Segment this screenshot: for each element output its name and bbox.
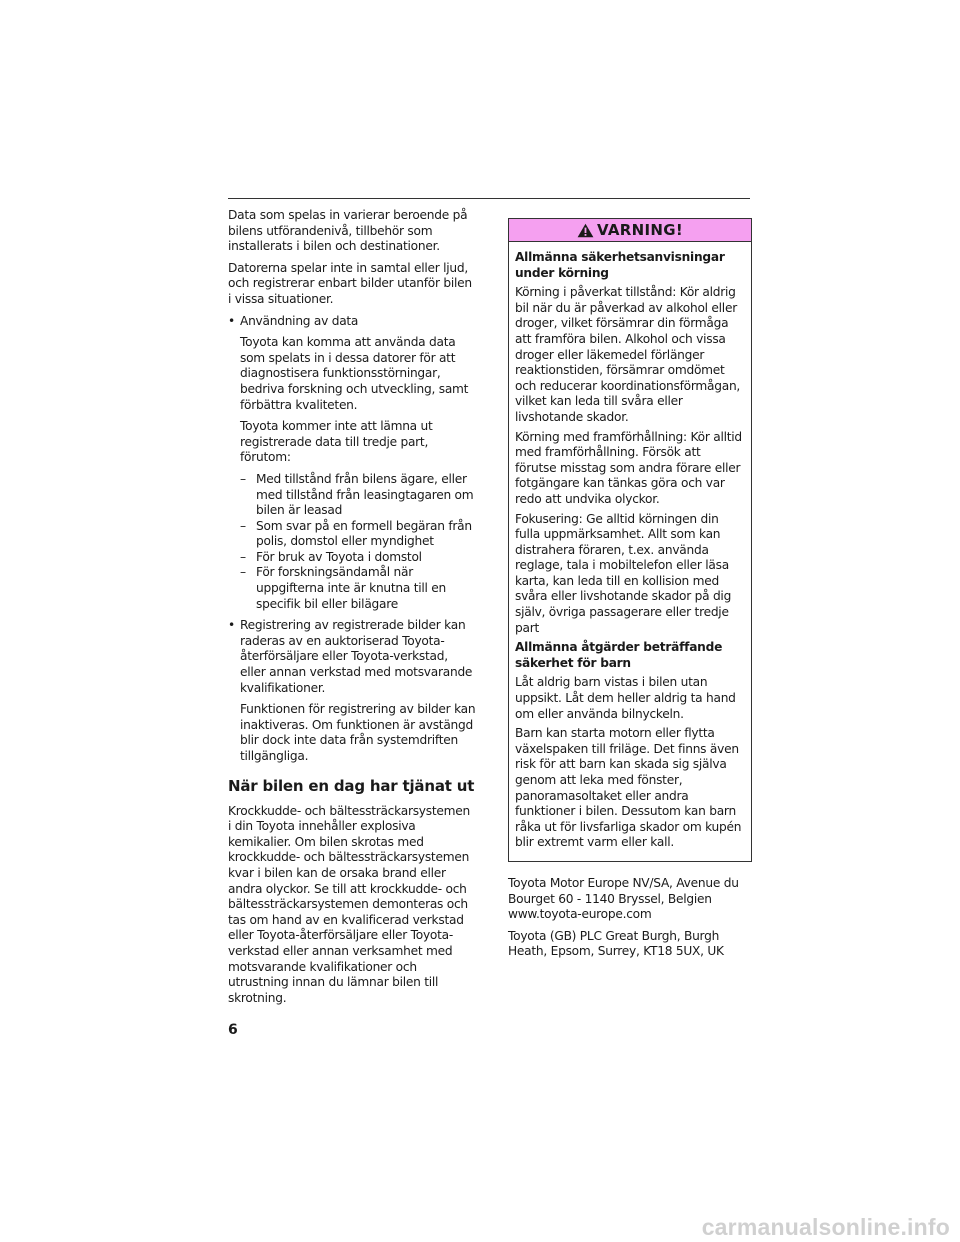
warning-paragraph-unattended: Låt aldrig barn vistas i bilen utan uppsikt. Låt dem heller aldrig ta hand om eller använda bilnyckeln.	[515, 675, 736, 721]
address-toyota-europe: Toyota Motor Europe NV/SA, Avenue du Bourget 60 - 1140 Bryssel, Belgien www.toyota-europe.com	[508, 875, 739, 922]
page-number: 6	[228, 1022, 238, 1038]
paragraph-airbag-disposal: Krockkudde- och bältessträckarsystemen i din Toyota innehåller explosiva kemikalier. Om bilen skrotas med krockkudde- och bältessträckarsystemen kvar i bilen kan de orsaka brand eller andra olyckor. Se till att krockkudde- och bältessträckarsystemen demonteras och tas om hand av en kvalificerad verkstad eller Toyota-återförsäljare eller Toyota-verkstad eller annan verksamhet med motsvarande kvalifikationer och utrustning innan du lämnar bilen till skrotning.	[228, 803, 470, 1005]
warning-paragraph-defensive: Körning med framförhållning: Kör alltid med framförhållning. Försök att förutse misstag som andra förare eller fotgängare kan tänkas göra och var redo att undvika olyckor.	[515, 429, 742, 506]
left-column	[228, 208, 476, 1012]
warning-paragraph-child-risk: Barn kan starta motorn eller flytta växelspaken till friläge. Det finns även risk för att barn kan skada sig själva genom att leka med fönster, panoramasoltaket eller andra funktioner i bilen. Dessutom kan barn råka ut för livsfarliga skador om kupén blir extremt varm eller kall.	[515, 726, 742, 850]
paragraph-image-function: Funktionen för registrering av bilder kan inaktiveras. Om funktionen är avstängd blir dock inte data från systemdriften tillgängliga.	[240, 702, 476, 763]
list-item: – För forskningsändamål när uppgifterna inte är knutna till en specifik bil eller bilägare	[240, 565, 447, 611]
address-toyota-gb: Toyota (GB) PLC Great Burgh, Burgh Heath, Epsom, Surrey, KT18 5UX, UK	[508, 928, 724, 959]
right-column	[508, 218, 752, 966]
paragraph-toyota-usage: Toyota kan komma att använda data som spelats in i dessa datorer för att diagnostisera funktionsstörningar, bedriva forskning och utveckling, samt förbättra kvaliteten.	[240, 335, 469, 412]
top-rule	[228, 198, 750, 199]
warning-subheading-driving: Allmänna säkerhetsanvisningar under körning	[515, 250, 725, 280]
exceptions-list	[228, 472, 476, 612]
list-item: – Som svar på en formell begäran från polis, domstol eller myndighet	[240, 518, 472, 549]
warning-triangle-icon	[577, 223, 594, 238]
bullet-dot: •	[228, 618, 235, 633]
list-item: – Med tillstånd från bilens ägare, eller med tillstånd från leasingtagaren om bilen är leasad	[240, 471, 474, 518]
warning-subheading-children: Allmänna åtgärder beträffande säkerhet för barn	[515, 640, 723, 670]
list-item: – För bruk av Toyota i domstol	[240, 549, 422, 564]
warning-title: VARNING!	[597, 221, 683, 239]
bullet-data-usage	[228, 314, 476, 330]
warning-body	[509, 242, 751, 861]
bullet-image-registration-label: Registrering av registrerade bilder kan raderas av en auktoriserad Toyota-återförsäljare eller Toyota-verkstad, eller annan verkstad med motsvarande kvalifikationer.	[240, 618, 473, 695]
paragraph-data-variation: Data som spelas in varierar beroende på bilens utförandenivå, tillbehör som installerats i bilen och destinationer.	[228, 208, 468, 254]
warning-header	[509, 219, 751, 242]
bullet-data-usage-label: Användning av data	[240, 313, 359, 328]
bullet-dot: •	[228, 313, 235, 328]
paragraph-third-party: Toyota kommer inte att lämna ut registrerade data till tredje part, förutom:	[240, 419, 433, 465]
paragraph-recording-scope: Datorerna spelar inte in samtal eller ljud, och registrerar enbart bilder utanför bilen i vissa situationer.	[228, 260, 472, 306]
warning-paragraph-focus: Fokusering: Ge alltid körningen din fulla uppmärksamhet. Allt som kan distrahera föraren, t.ex. använda reglage, tala i mobiltelefon eller läsa karta, kan leda till en kollision med svåra eller livshotande skador på dig själv, övriga passagerare eller tredje part	[515, 511, 732, 635]
warning-box	[508, 218, 752, 862]
section-heading: När bilen en dag har tjänat ut	[228, 776, 475, 795]
watermark: carmanualsonline.info	[701, 1214, 950, 1240]
warning-paragraph-impaired: Körning i påverkat tillstånd: Kör aldrig bil när du är påverkad av alkohol eller droger, vilket försämrar din förmåga att framföra bilen. Alkohol och vissa droger eller läkemedel förlänger reaktionstiden, försämrar omdömet och reducerar koordinationsförmågan, vilket kan leda till svåra eller livshotande skador.	[515, 285, 741, 424]
bullet-image-registration	[228, 618, 476, 696]
